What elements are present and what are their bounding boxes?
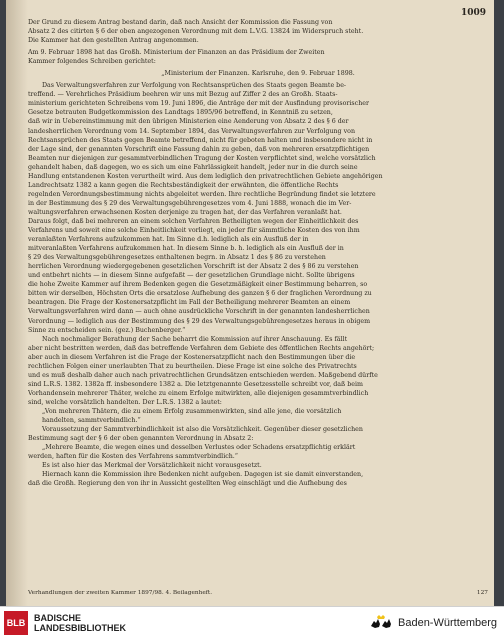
text-line: „Von mehreren Thätern, die zu einem Erfolg zusammenwirkten, sind alle jene, die vorsätzlich <box>42 407 342 415</box>
text-line: ministerium gerichteten Schreibens vom 19. Juni 1896, die Anträge der mit der Ausfindung provisorischer <box>28 100 369 108</box>
text-line: mitveranlaßten Verfahrens aufzukommen hat. In diesem Sinne b. h. lediglich als ein Ausfluß der in <box>28 245 344 253</box>
text-line: regelnden Verordnungsbestimmung nichts abgeleitet werden. Ihre rechtliche Begründung findet sie letztere <box>28 190 376 198</box>
text-line: in der Bestimmung des § 29 des Verwaltungsgebührengesetzes vom 4. Juni 1888, wonach die im Ver- <box>28 199 352 207</box>
library-name[interactable] <box>34 613 126 633</box>
text-line: werden, haften für die Kosten des Verfahrens sammtverbindlich.“ <box>28 453 239 461</box>
text-line: Bestimmung sagt der § 6 der oben genannten Verordnung in Absatz 2: <box>28 435 254 443</box>
text-line: Landrechtsatz 1382 a kann gegen die Rechtsbeständigkeit der erwähnten, die öffentliche Rechts <box>28 181 339 189</box>
page-number: 1009 <box>460 8 486 18</box>
text-line: Nach nochmaliger Berathung der Sache beharrt die Kommission auf ihrer Anschauung. Es fällt <box>42 335 348 343</box>
text-line: Sinne zu entscheiden sein. (gez.) Buchenberger.“ <box>28 326 186 334</box>
text-line: Handlung entstandenen Kosten verurtheilt wird. Aus dem lediglich den privatrechtlichen Gebiete angehörigen <box>28 172 383 180</box>
text-line: sind, welche vorsätzlich handelten. Der L.R.S. 1382 a lautet: <box>28 398 222 406</box>
blb-logo-icon[interactable] <box>4 611 28 635</box>
text-line: Der Grund zu diesem Antrag bestand darin, daß nach Ansicht der Kommission die Fassung von <box>28 19 333 26</box>
text-line: beantragen. Die Frage der Kostenersatzpflicht im Fall der Betheiligung mehrerer Beamten an einem <box>28 299 351 307</box>
text-line: Verordnung — lediglich aus der Bestimmung des § 29 des Verwaltungsgebührengesetzes heraus in obigem <box>28 317 371 325</box>
text-line: Das Verwaltungsverfahren zur Verfolgung von Rechtsansprüchen des Staats gegen Beamte be- <box>42 82 347 90</box>
text-line: Es ist also hier das Merkmal der Vorsätzlichkeit nicht vorausgesetzt. <box>42 462 262 470</box>
library-name-line1: BADISCHE <box>34 613 82 623</box>
text-line: Hiernach kann die Kommission ihre Bedenken nicht aufgeben. Dagegen ist sie damit einverstanden, <box>42 471 364 479</box>
text-line: Verwaltungsverfahren wird dann — auch ohne ausdrückliche Vorschrift in der genannten landesherrlichen <box>28 308 370 316</box>
text-line: Die Kammer hat den gestellten Antrag angenommen. <box>28 37 199 45</box>
text-line: aber nicht bestritten werden, daß das betreffende Verfahren dem Gebiete des öffentlichen Rechts angehört; <box>28 344 375 352</box>
text-line: Daraus folgt, daß bei mehreren an einem solchen Verfahren Betheiligten wegen der Einheitlichkeit des <box>28 217 359 225</box>
text-line: daß wir in Uebereinstimmung mit den übrigen Ministerien eine Aenderung von Absatz 2 des § 6 der <box>28 118 349 126</box>
baden-wuerttemberg-lions-icon <box>370 614 392 632</box>
text-line: Vorhandensein mehrerer Thäter, welche zu einem Erfolge mitwirkten, alle diejenigen gesammtverbindlich <box>28 389 369 397</box>
text-line: handelten, sammtverbindlich.“ <box>42 417 141 425</box>
text-line: veranlaßten Verfahrens aufzukommen hat. Im Sinne d.h. lediglich als ein Ausfluß der in <box>28 236 309 244</box>
page-text <box>28 18 488 488</box>
text-line: „Ministerium der Finanzen. Karlsruhe, den 9. Februar 1898. <box>161 70 355 78</box>
page-footer <box>28 590 488 596</box>
text-line: rechtlichen Folgen einer unerlaubten That zu beurtheilen. Diese Frage ist eine solche des Privatrechts <box>28 362 357 370</box>
text-line: bitten wir derselben, Höchsten Orts die ersatzlose Aufhebung des ganzen § 6 der fraglichen Verordnung zu <box>28 290 372 298</box>
text-line: herrlichen Verordnung wiedergegebenen gesetzlichen Vorschrift ist der Absatz 2 des § 86 zu verstehen <box>28 263 359 271</box>
text-line: Absatz 2 des citirten § 6 der oben angezogenen Verordnung mit dem L.V.G. 13824 im Widerspruch steht. <box>28 28 364 36</box>
text-line: waltungsverfahren erwachsenen Kosten derjenige zu tragen hat, der das Verfahren veranlaßt hat. <box>28 208 342 216</box>
state-name[interactable]: Baden-Württemberg <box>398 617 498 629</box>
text-line: landesherrlichen Verordnung vom 14. September 1894, das Verwaltungsverfahren zur Verfolgung von <box>28 127 355 135</box>
text-line: und es muß deshalb daher auch nach privatrechtlichen Grundsätzen entschieden werden. Maßgebend dürfte <box>28 371 378 379</box>
footer-source: Verhandlungen der zweiten Kammer 1897/98. 4. Beilagenheft. <box>28 590 213 596</box>
text-line: Kammer folgendes Schreiben gerichtet: <box>28 58 156 66</box>
blb-logo-text: BLB <box>6 618 26 628</box>
text-line: Voraussetzung der Sammtverbindlichkeit ist also die Vorsätzlichkeit. Gegenüber dieser gesetzlichen <box>42 426 363 434</box>
text-line: Beamten nur diejenigen zur gesammtverbindlichen Tragung der Kosten verpflichtet sind, welche vorsätzlich <box>28 154 376 162</box>
text-line: und entbehrt nichts — in diesem Sinne aufgefaßt — der gesetzlichen Grundlage nicht. Sollte übrigens <box>28 272 355 280</box>
text-line: daß die Großh. Regierung den von ihr in Aussicht gestellten Weg einschlägt und die Aufhebung des <box>28 480 347 488</box>
text-line: gehandelt haben, daß dagegen, wo es sich um eine Fahrlässigkeit handelt, jeder nur in die durch seine <box>28 163 358 171</box>
text-line: sind L.R.S. 1382. 1382a ff. insbesondere 1382 a. Die letztgenannte Gesetzesstelle schreibt vor, daß beim <box>28 380 363 388</box>
text-line: aber auch in diesem Verfahren ist die Frage der Kostenersatzpflicht nach den Bestimmungen über die <box>28 353 356 361</box>
text-line: treffend. — Verehrliches Präsidium beehren wir uns mit Bezug auf Ziffer 2 des an Großh. Staats- <box>28 91 338 99</box>
text-line: Gesetze betrauten Budgetkommission des Landtags 1895/96 betreffend, in Kenntniß zu setzen, <box>28 109 333 117</box>
footer-branding-bar <box>0 606 504 639</box>
scanned-page <box>6 0 494 606</box>
text-line: der Lage sind, der genannten Vorschrift eine Fassung dahin zu geben, daß von mehreren ersatzpflichtigen <box>28 145 370 153</box>
text-line: Rechtsansprüchen des Staats gegen Beamte betreffend, nicht für geboten halten und insbesondere nicht in <box>28 136 373 144</box>
library-name-line2: LANDESBIBLIOTHEK <box>34 623 126 633</box>
text-line: „Mehrere Beamte, die wegen eines und desselben Verlustes oder Schadens ersatzpflichtig erklärt <box>42 444 356 452</box>
text-line: die hohe Zweite Kammer auf ihrem Bedenken gegen die Gesetzmäßigkeit einer Bestimmung beharren, so <box>28 281 368 289</box>
footer-sheet-number: 127 <box>476 590 488 596</box>
text-line: § 29 des Verwaltungsgebührengesetzes enthaltenen begrn. in Absatz 1 des § 86 zu verstehen <box>28 254 326 262</box>
text-line: Verfahrens und soweit eine solche Einheitlichkeit vorliegt, ein jeder für sämmtliche Kosten des von ihm <box>28 227 360 235</box>
text-line: Am 9. Februar 1898 hat das Großh. Ministerium der Finanzen an das Präsidium der Zweiten <box>28 49 325 57</box>
